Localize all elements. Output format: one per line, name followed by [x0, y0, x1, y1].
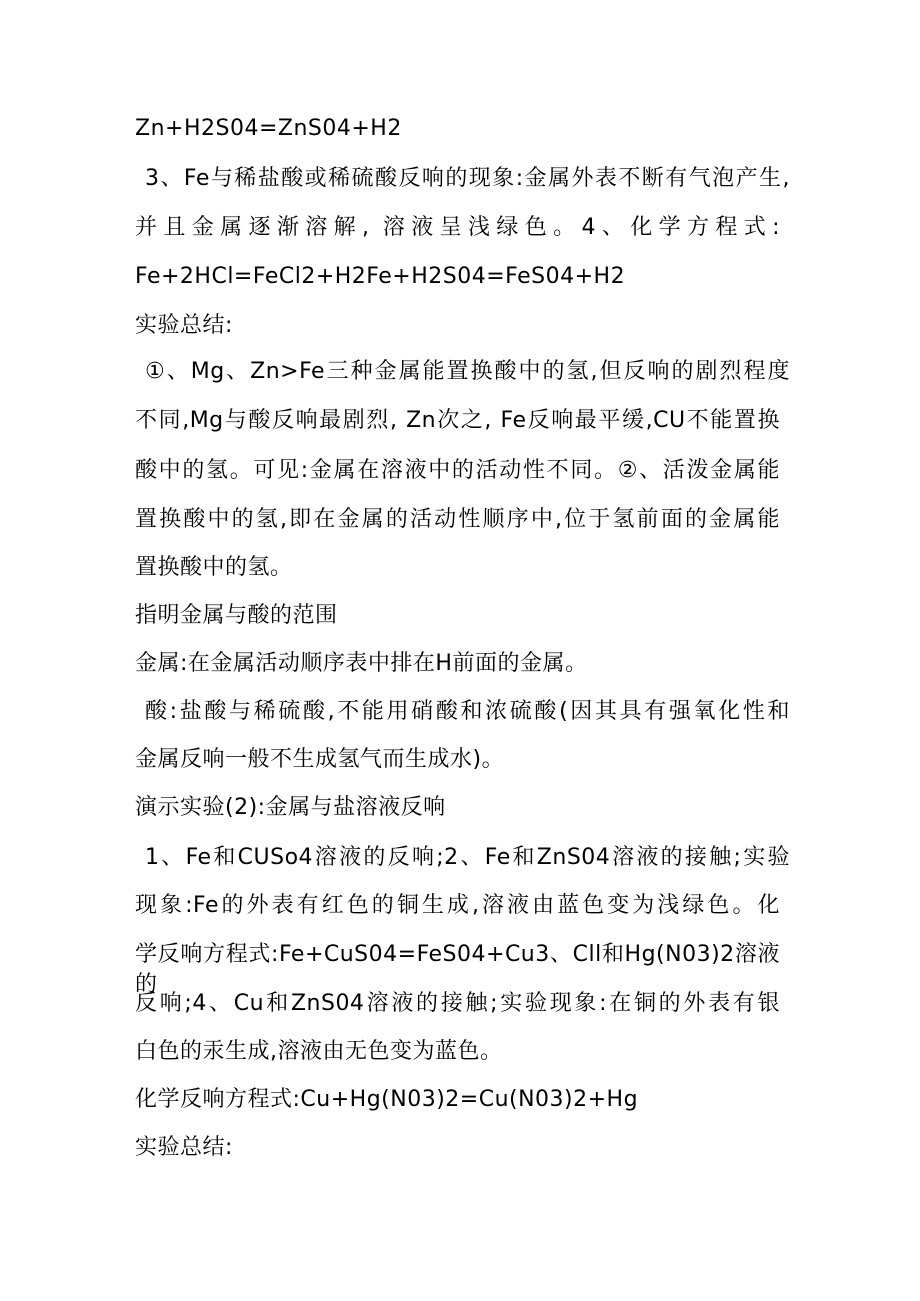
text-line-14: 金属反响一般不生成氢气而生成水)。	[135, 747, 505, 772]
text-line-5: 实验总结:	[135, 313, 233, 338]
text-line-21: 化学反响方程式:Cu+Hg(N03)2=Cu(N03)2+Hg	[135, 1087, 639, 1112]
text-line-8: 酸中的氢。可见:金属在溶液中的活动性不同。②、活泼金属能	[135, 458, 780, 483]
text-line-10: 置换酸中的氢。	[135, 555, 293, 580]
text-line-15: 演示实验(2):金属与盐溶液反响	[135, 795, 446, 820]
text-line-7: 不同,Mg与酸反响最剧烈, Zn次之, Fe反响最平缓,CU不能置换	[135, 408, 780, 433]
text-line-11: 指明金属与酸的范围	[135, 603, 338, 628]
text-line-20: 白色的汞生成,溶液由无色变为蓝色。	[135, 1039, 503, 1064]
text-line-9: 置换酸中的氢,即在金属的活动性顺序中,位于氢前面的金属能	[135, 507, 780, 532]
text-line-2: 3、Fe与稀盐酸或稀硫酸反响的现象:金属外表不断有气泡产生,	[145, 166, 790, 191]
text-line-6: ①、Mg、Zn>Fe三种金属能置换酸中的氢,但反响的剧烈程度	[145, 359, 790, 384]
text-line-18: 学反响方程式:Fe+CuS04=FeS04+Cu3、Cll和Hg(N03)2溶液的	[135, 942, 780, 997]
text-line-3: 并且金属逐渐溶解, 溶液呈浅绿色。4、化学方程式:	[135, 215, 780, 240]
text-line-1: Zn+H2S04=ZnS04+H2	[135, 116, 402, 141]
text-line-13: 酸:盐酸与稀硫酸,不能用硝酸和浓硫酸(因其具有强氧化性和	[145, 699, 790, 724]
text-line-22: 实验总结:	[135, 1135, 233, 1160]
text-line-12: 金属:在金属活动顺序表中排在H前面的金属。	[135, 651, 588, 676]
text-line-4: Fe+2HCl=FeCl2+H2Fe+H2S04=FeS04+H2	[135, 264, 626, 289]
text-line-16: 1、Fe和CUSo4溶液的反响;2、Fe和ZnS04溶液的接触;实验	[145, 845, 790, 870]
text-line-17: 现象:Fe的外表有红色的铜生成,溶液由蓝色变为浅绿色。化	[135, 893, 780, 918]
text-line-19: 反响;4、Cu和ZnS04溶液的接触;实验现象:在铜的外表有银	[135, 991, 780, 1016]
